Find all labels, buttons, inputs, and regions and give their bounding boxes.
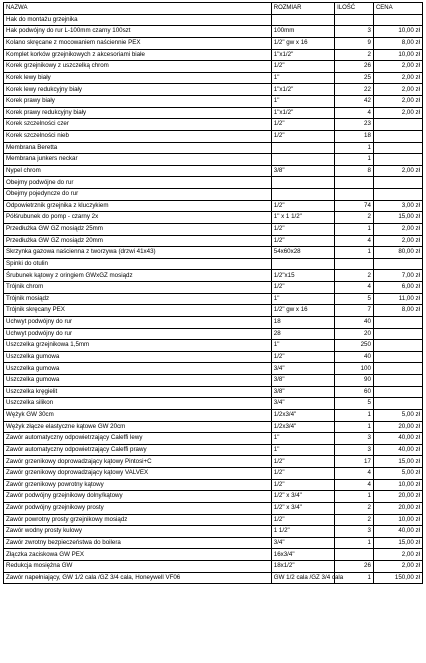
cell-name: Złączka zaciskowa GW PEX [4,549,272,561]
cell-qty: 250 [335,340,374,352]
cell-name: Wężyk GW 30cm [4,409,272,421]
cell-price: 8,00 zł [373,305,422,317]
cell-price: 2,00 zł [373,235,422,247]
table-row [4,119,423,131]
cell-price: 10,00 zł [373,26,422,38]
cell-qty: 2 [335,212,374,224]
table-row [4,142,423,154]
cell-price [373,119,422,131]
cell-price: 15,00 zł [373,537,422,549]
table-row [4,130,423,142]
cell-name: Zawór wodny prosty kulowy [4,526,272,538]
cell-qty: 22 [335,84,374,96]
cell-size [271,154,334,166]
cell-name: Uszczelka gumowa [4,375,272,387]
cell-price: 5,00 zł [373,468,422,480]
cell-size [271,142,334,154]
cell-size: 18 [271,316,334,328]
table-row [4,351,423,363]
cell-size: 1"x1/2" [271,49,334,61]
cell-name: Zawór podwójny grzejnikowy prosty [4,502,272,514]
cell-qty: 5 [335,398,374,410]
table-row [4,421,423,433]
cell-name: Obejmy podwójne do rur [4,177,272,189]
table-row [4,409,423,421]
cell-size: 18x1/2" [271,561,334,573]
cell-price: 10,00 zł [373,514,422,526]
cell-price: 2,00 zł [373,61,422,73]
cell-name: Uszczelka gumowa [4,351,272,363]
table-row [4,96,423,108]
header-price: CENA [373,3,422,15]
cell-qty: 1 [335,409,374,421]
cell-qty: 3 [335,433,374,445]
table-row [4,526,423,538]
cell-price: 20,00 zł [373,491,422,503]
table-row [4,398,423,410]
cell-name: Uszczelka gumowa [4,363,272,375]
cell-qty [335,258,374,270]
table-row [4,212,423,224]
cell-qty [335,177,374,189]
cell-name: Zawór podwójny grzejnikowy dolny/kątowy [4,491,272,503]
cell-size: 54x60x28 [271,247,334,259]
cell-qty: 4 [335,479,374,491]
cell-size: 1/2" x 3/4" [271,502,334,514]
cell-qty: 1 [335,537,374,549]
cell-size: 16x3/4" [271,549,334,561]
cell-price: 150,00 zł [373,572,422,584]
cell-price: 2,00 zł [373,165,422,177]
cell-qty: 40 [335,316,374,328]
cell-qty: 1 [335,572,374,584]
cell-size: 1"x1/2" [271,107,334,119]
cell-size: 1/2" [271,223,334,235]
table-row [4,468,423,480]
cell-qty: 40 [335,351,374,363]
cell-qty: 2 [335,49,374,61]
table-row [4,247,423,259]
cell-price: 40,00 zł [373,526,422,538]
cell-price: 2,00 zł [373,223,422,235]
table-row [4,293,423,305]
table-row [4,165,423,177]
cell-size: 3/4" [271,398,334,410]
cell-size [271,189,334,201]
table-row [4,49,423,61]
cell-size: 1/2" [271,456,334,468]
cell-qty: 5 [335,293,374,305]
table-row [4,258,423,270]
cell-qty: 17 [335,456,374,468]
cell-qty: 100 [335,363,374,375]
cell-size: 3/8" [271,386,334,398]
cell-qty: 3 [335,444,374,456]
cell-name: Wężyk złącze elastyczne kątowe GW 20cm [4,421,272,433]
table-row [4,514,423,526]
cell-qty: 1 [335,247,374,259]
cell-size [271,14,334,26]
table-row [4,235,423,247]
cell-qty [335,14,374,26]
cell-name: Nypel chrom [4,165,272,177]
cell-name: Korek lewy biały [4,72,272,84]
table-row [4,154,423,166]
cell-qty: 3 [335,26,374,38]
cell-price: 2,00 zł [373,549,422,561]
cell-price: 10,00 zł [373,479,422,491]
cell-name: Zawór grzenikowy powrotny kątowy [4,479,272,491]
cell-qty [335,189,374,201]
cell-qty: 1 [335,223,374,235]
table-row [4,305,423,317]
cell-qty: 20 [335,328,374,340]
cell-name: Półśrubunek do pomp - czarny 2x [4,212,272,224]
cell-size: 1" [271,340,334,352]
table-row [4,433,423,445]
table-row [4,200,423,212]
cell-size: 1/2x3/4" [271,421,334,433]
cell-name: Trójnik chrom [4,282,272,294]
table-body [4,14,423,584]
cell-size: 1/2" [271,282,334,294]
cell-qty: 2 [335,502,374,514]
table-row [4,14,423,26]
cell-size: 1" x 1 1/2" [271,212,334,224]
table-row [4,479,423,491]
inventory-sheet [3,2,423,584]
table-row [4,572,423,584]
cell-qty: 1 [335,421,374,433]
cell-qty: 2 [335,514,374,526]
cell-name: Uszczelka grzejnikowa 1,5mm [4,340,272,352]
cell-name: Korek grzejnikowy z uszczelką chrom [4,61,272,73]
table-row [4,26,423,38]
cell-price [373,316,422,328]
cell-name: Trójnik mosiądz [4,293,272,305]
cell-qty: 3 [335,526,374,538]
table-row [4,549,423,561]
cell-name: Śrubunek kątowy z oringiem GWxGZ mosiądz [4,270,272,282]
cell-name: Zawór grzenikowy doprowadzający kątowy Pintosi+C [4,456,272,468]
cell-price: 2,00 zł [373,107,422,119]
cell-price: 5,00 zł [373,409,422,421]
cell-qty: 4 [335,468,374,480]
cell-size: 1" [271,433,334,445]
cell-size: 3/4" [271,363,334,375]
table-row [4,456,423,468]
cell-name: Membrana Beretta [4,142,272,154]
table-row [4,282,423,294]
cell-price: 6,00 zł [373,282,422,294]
cell-name: Kolano skręcane z mocowaniem naściennie PEX [4,37,272,49]
cell-qty: 8 [335,165,374,177]
cell-price [373,340,422,352]
cell-size: 1/2"x15 [271,270,334,282]
cell-price [373,258,422,270]
cell-name: Komplet korków grzejnikowych z akcesoriami białe [4,49,272,61]
cell-price: 2,00 zł [373,84,422,96]
cell-price [373,154,422,166]
cell-price: 80,00 zł [373,247,422,259]
cell-price [373,351,422,363]
cell-name: Zawór automatyczny odpowietrzający Caleffi prawy [4,444,272,456]
cell-name: Membrana junkers neckar [4,154,272,166]
table-row [4,189,423,201]
cell-qty: 23 [335,119,374,131]
cell-size: 1/2" [271,61,334,73]
table-row [4,270,423,282]
cell-size [271,177,334,189]
table-row [4,72,423,84]
table-row [4,444,423,456]
cell-price [373,14,422,26]
cell-qty: 1 [335,154,374,166]
cell-name: Korek szczelności nieb [4,130,272,142]
table-row [4,84,423,96]
cell-size: 1/2" gw x 16 [271,305,334,317]
cell-price [373,386,422,398]
cell-price: 11,00 zł [373,293,422,305]
cell-price: 8,00 zł [373,37,422,49]
cell-size: 1/2" [271,200,334,212]
cell-qty: 18 [335,130,374,142]
cell-size: 28 [271,328,334,340]
cell-name: Korek prawy redukcyjny biały [4,107,272,119]
cell-name: Zawór grzenikowy doprowadzający kątowy VALVEX [4,468,272,480]
cell-name: Przedłużka GW GZ mosiądz 25mm [4,223,272,235]
table-row [4,363,423,375]
cell-name: Zawór napełniający, GW 1/2 cala /GZ 3/4 cala, Honeywell VF06 [4,572,272,584]
cell-price [373,189,422,201]
cell-size: 1/2" [271,119,334,131]
cell-size: 100mm [271,26,334,38]
table-row [4,375,423,387]
table-row [4,107,423,119]
cell-size: 1/2" gw x 16 [271,37,334,49]
cell-qty: 25 [335,72,374,84]
cell-qty: 1 [335,491,374,503]
cell-qty: 7 [335,305,374,317]
cell-name: Uszczelka silikon [4,398,272,410]
cell-price [373,398,422,410]
cell-price [373,375,422,387]
cell-qty: 60 [335,386,374,398]
cell-qty: 4 [335,282,374,294]
cell-name: Redukcja mosiężna GW [4,561,272,573]
header-row [4,3,423,15]
cell-size: 1/2" [271,351,334,363]
cell-price: 40,00 zł [373,444,422,456]
cell-size: 1 1/2" [271,526,334,538]
cell-qty: 2 [335,270,374,282]
cell-price [373,130,422,142]
cell-qty: 9 [335,37,374,49]
cell-price: 10,00 zł [373,49,422,61]
cell-name: Zawór powrotny prosty grzejnikowy mosiądz [4,514,272,526]
cell-name: Zawór zwrotny bezpieczeństwa do boilera [4,537,272,549]
cell-size: 3/8" [271,165,334,177]
cell-name: Uchwyt podwójny do rur [4,328,272,340]
cell-size: 3/4" [271,537,334,549]
cell-qty: 74 [335,200,374,212]
cell-price: 3,00 zł [373,200,422,212]
cell-size: 1/2x3/4" [271,409,334,421]
table-row [4,316,423,328]
header-name: NAZWA [4,3,272,15]
cell-price: 20,00 zł [373,421,422,433]
cell-price: 2,00 zł [373,72,422,84]
cell-price: 40,00 zł [373,433,422,445]
table-row [4,37,423,49]
table-row [4,386,423,398]
table-row [4,61,423,73]
cell-qty: 26 [335,61,374,73]
cell-size: GW 1/2 cala /GZ 3/4 cala [271,572,334,584]
inventory-table [3,2,423,584]
cell-name: Korek lewy redukcyjny biały [4,84,272,96]
cell-name: Przedłużka GW GZ mosiądz 20mm [4,235,272,247]
cell-price: 2,00 zł [373,96,422,108]
cell-size [271,258,334,270]
cell-name: Zawór automatyczny odpowietrzający Caleffi lewy [4,433,272,445]
cell-qty: 4 [335,235,374,247]
cell-size: 1" [271,293,334,305]
cell-name: Uchwyt podwójny do rur [4,316,272,328]
cell-name: Korek prawy biały [4,96,272,108]
cell-qty: 4 [335,107,374,119]
cell-price [373,142,422,154]
cell-price [373,177,422,189]
table-row [4,561,423,573]
cell-size: 1/2" [271,479,334,491]
cell-price [373,363,422,375]
header-size: ROZMIAR [271,3,334,15]
cell-size: 1/2" [271,468,334,480]
cell-size: 1"x1/2" [271,84,334,96]
cell-size: 1/2" [271,235,334,247]
cell-name: Trójnik skręcany PEX [4,305,272,317]
cell-price: 15,00 zł [373,456,422,468]
cell-qty [335,549,374,561]
cell-qty: 90 [335,375,374,387]
table-row [4,502,423,514]
cell-qty: 1 [335,142,374,154]
table-row [4,537,423,549]
cell-price [373,328,422,340]
cell-name: Spinki do otulin [4,258,272,270]
cell-name: Hak do montażu grzejnika [4,14,272,26]
cell-size: 1" [271,444,334,456]
cell-qty: 42 [335,96,374,108]
table-row [4,328,423,340]
cell-price: 15,00 zł [373,212,422,224]
cell-name: Korek szczelności czer [4,119,272,131]
cell-size: 1/2" [271,514,334,526]
cell-price: 20,00 zł [373,502,422,514]
table-row [4,223,423,235]
cell-name: Odpowietrznik grzejnika z kluczykiem [4,200,272,212]
cell-size: 1/2" [271,130,334,142]
table-row [4,491,423,503]
header-qty: ILOŚĆ [335,3,374,15]
cell-qty: 26 [335,561,374,573]
cell-price: 7,00 zł [373,270,422,282]
cell-name: Skrzynka gazowa naścienna z tworzywa (drzwi 41x43) [4,247,272,259]
cell-name: Uszczelka kręgielit [4,386,272,398]
table-row [4,177,423,189]
cell-name: Hak podwójny do rur L-100mm czarny 100szt [4,26,272,38]
cell-size: 1" [271,96,334,108]
cell-size: 1" [271,72,334,84]
table-row [4,340,423,352]
cell-size: 3/8" [271,375,334,387]
cell-name: Obejmy pojedyncze do rur [4,189,272,201]
cell-price: 2,00 zł [373,561,422,573]
cell-size: 1/2" x 3/4" [271,491,334,503]
